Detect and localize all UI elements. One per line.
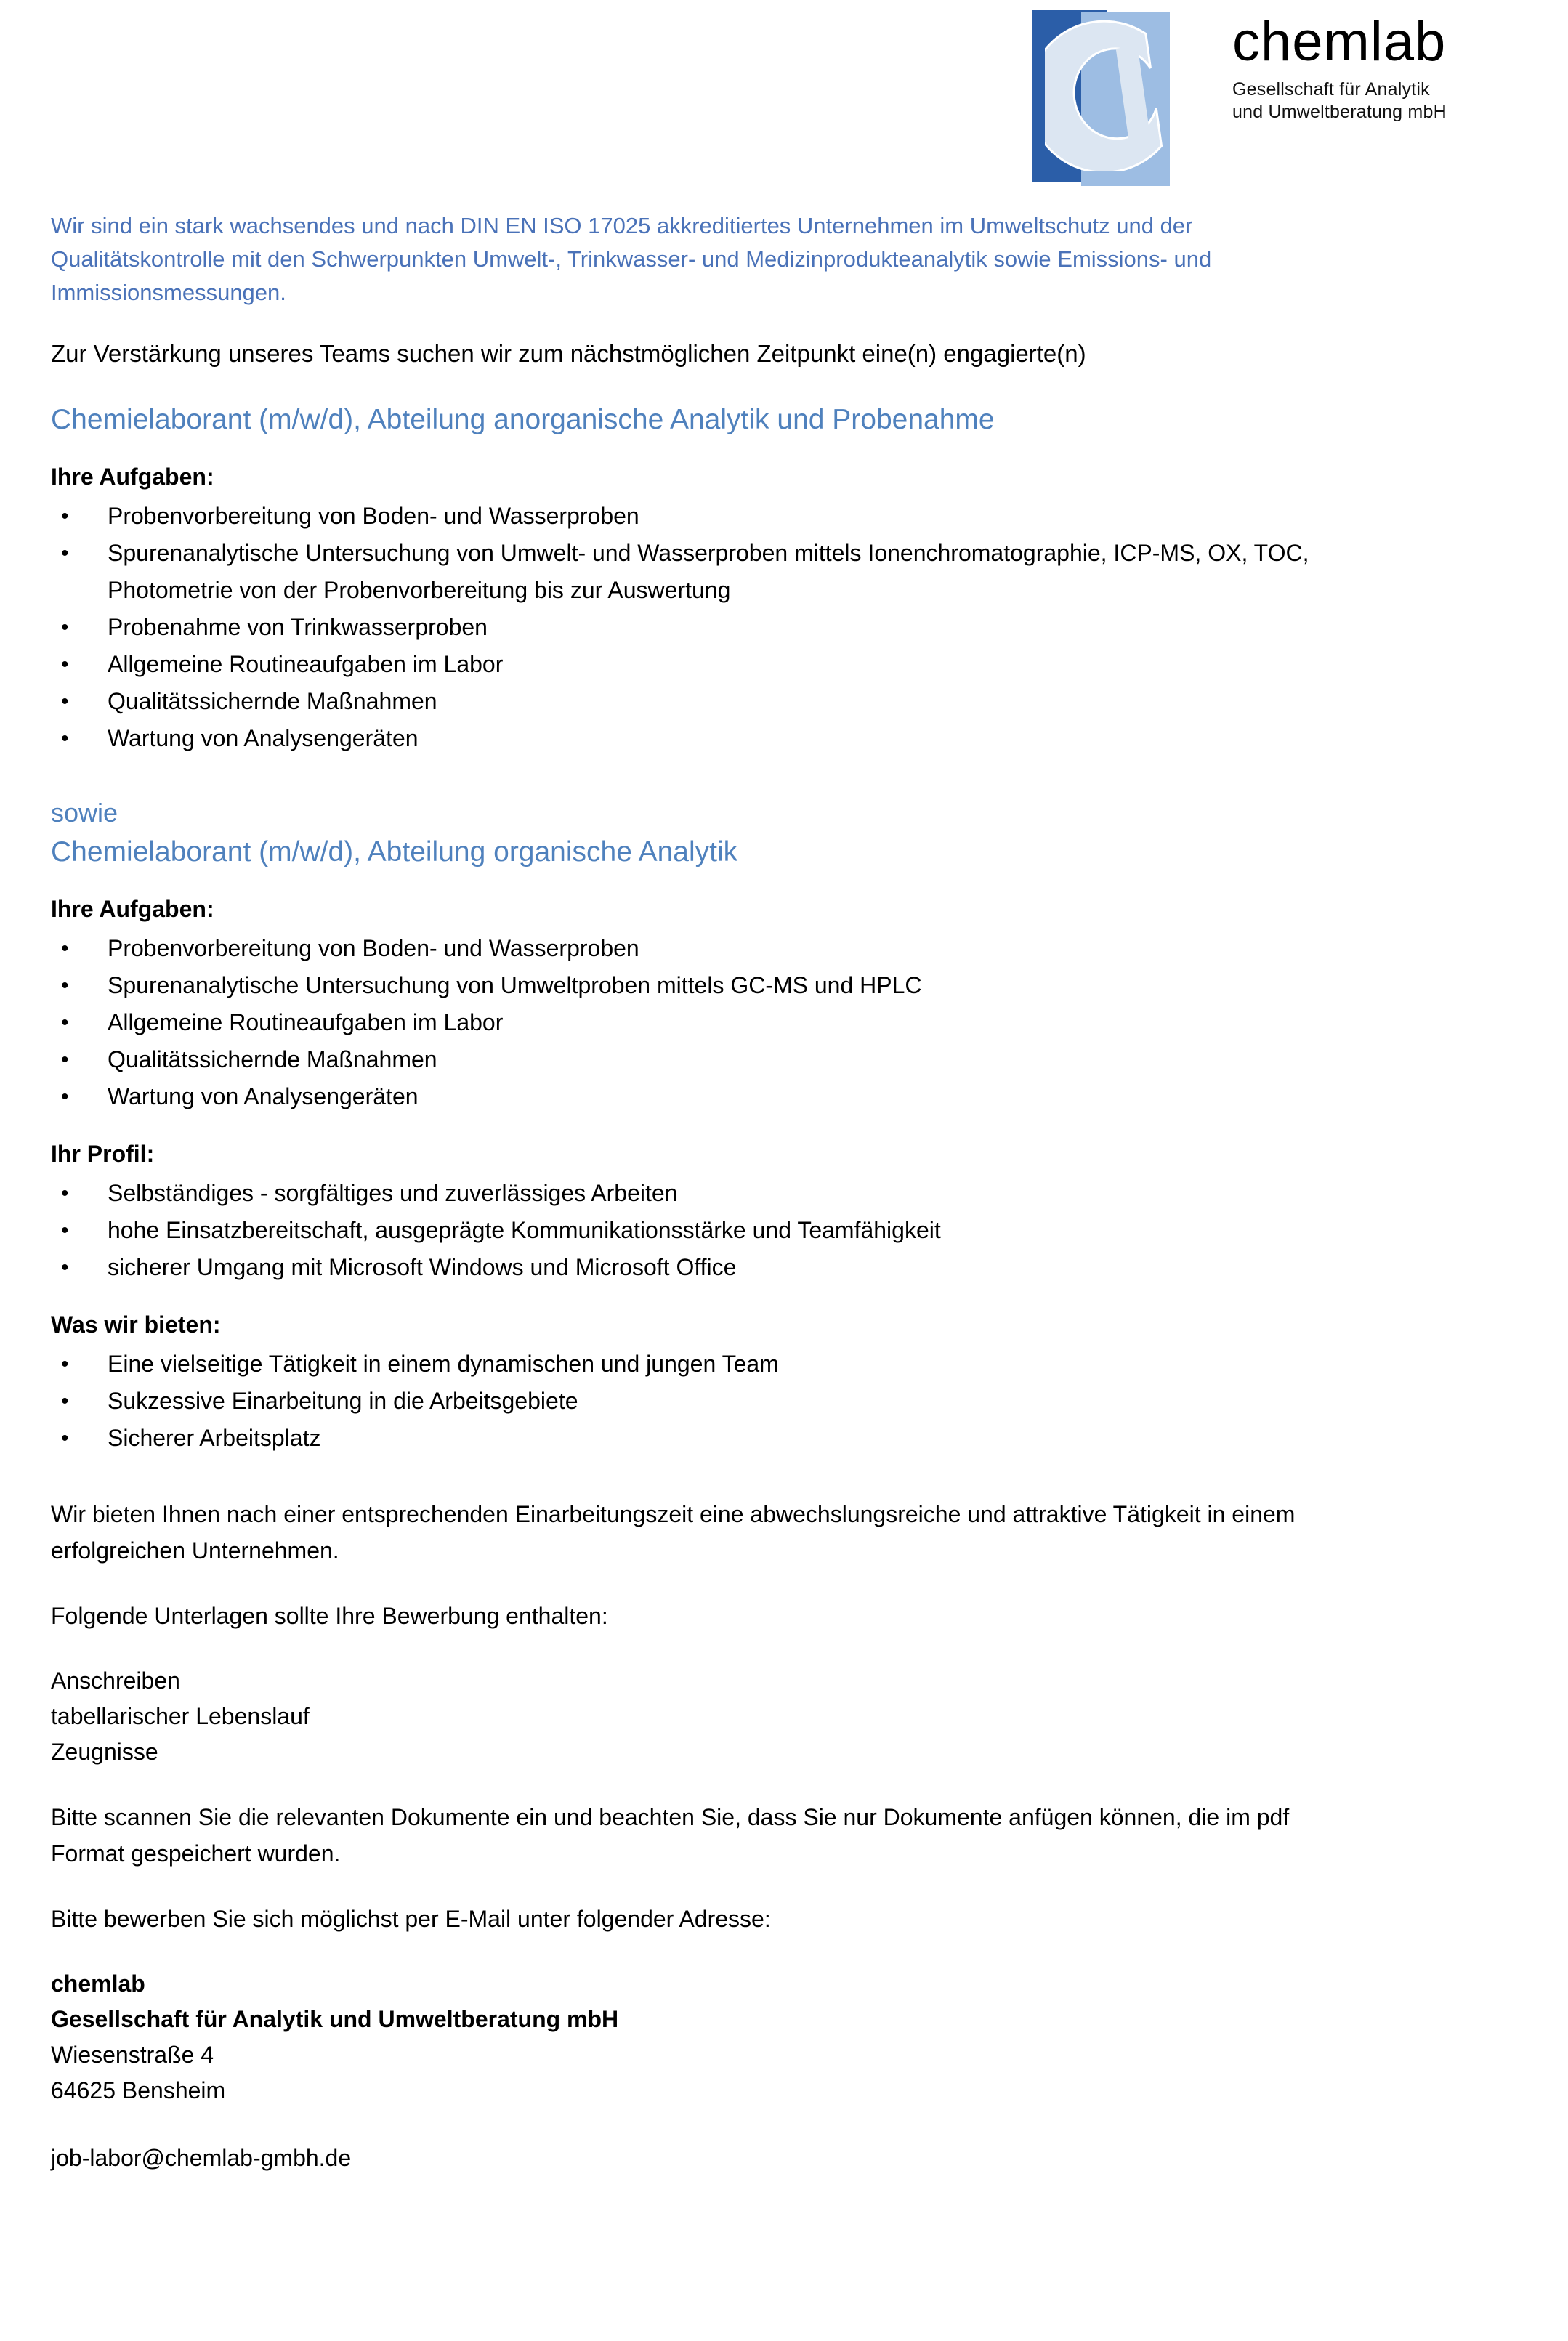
- list-item: • Probenahme von Trinkwasserproben: [51, 609, 1343, 646]
- job-title-inorganic: Chemielaborant (m/w/d), Abteilung anorganische Analytik und Probenahme: [51, 404, 995, 435]
- job2-tasks-list: [51, 930, 1351, 1115]
- logo-subtitle: [1232, 78, 1537, 124]
- list-item: tabellarischer Lebenslauf: [51, 1703, 310, 1729]
- logo-mark-icon: [1030, 9, 1219, 192]
- lead-paragraph: Zur Verstärkung unseres Teams suchen wir zum nächstmöglichen Zeitpunkt eine(n) engagierte(n): [51, 340, 1086, 367]
- list-item: Anschreiben: [51, 1667, 180, 1694]
- document-content: [51, 209, 1351, 2176]
- job1-tasks-heading: Ihre Aufgaben:: [51, 464, 214, 490]
- list-item: • Allgemeine Routineaufgaben im Labor: [51, 1004, 1343, 1041]
- required-documents-list: [51, 1663, 1351, 1770]
- contact-email[interactable]: job-labor@chemlab-gmbh.de: [51, 2145, 352, 2171]
- list-item: • Qualitätssichernde Maßnahmen: [51, 1041, 1343, 1078]
- spacer: [51, 1480, 1351, 1496]
- list-item: • Spurenanalytische Untersuchung von Umweltproben mittels GC-MS und HPLC: [51, 967, 1343, 1004]
- documents-intro: Folgende Unterlagen sollte Ihre Bewerbung enthalten:: [51, 1603, 608, 1629]
- scan-note-paragraph: Bitte scannen Sie die relevanten Dokumente ein und beachten Sie, dass Sie nur Dokumente anfügen können, die im pdf Format gespeichert wurden.: [51, 1804, 1290, 1867]
- connector-sowie: sowie: [51, 798, 118, 828]
- list-item: • Spurenanalytische Untersuchung von Umwelt- und Wasserproben mittels Ionenchromatographie, ICP-MS, OX, TOC, Photometrie von der Probenvorbereitung bis zur Auswertung: [51, 535, 1343, 609]
- contact-address-block: [51, 1966, 1351, 2108]
- list-item: • Probenvorbereitung von Boden- und Wasserproben: [51, 498, 1343, 535]
- offer-heading: Was wir bieten:: [51, 1311, 221, 1338]
- job-title-organic: Chemielaborant (m/w/d), Abteilung organische Analytik: [51, 836, 738, 868]
- list-item: • Selbständiges - sorgfältiges und zuverlässiges Arbeiten: [51, 1175, 1343, 1212]
- job1-tasks-list: [51, 498, 1351, 757]
- profile-list: [51, 1175, 1351, 1286]
- list-item: • sicherer Umgang mit Microsoft Windows und Microsoft Office: [51, 1249, 1343, 1286]
- list-item: • Wartung von Analysengeräten: [51, 720, 1343, 757]
- list-item: • Sukzessive Einarbeitung in die Arbeitsgebiete: [51, 1383, 1343, 1420]
- company-intro-paragraph: Wir sind ein stark wachsendes und nach DIN EN ISO 17025 akkreditiertes Unternehmen im Umweltschutz und der Qualitätskontrolle mit den Schwerpunkten Umwelt-, Trinkwasser- und Medizinprodukteanalytik sowie Emissions- und Immissionsmessungen.: [51, 213, 1212, 305]
- logo-subtitle-line-2: und Umweltberatung mbH: [1232, 102, 1447, 122]
- logo-text-block: [1232, 13, 1537, 124]
- job2-tasks-heading: Ihre Aufgaben:: [51, 896, 214, 922]
- contact-company-full: Gesellschaft für Analytik und Umweltberatung mbH: [51, 2006, 619, 2032]
- closing-paragraph: Wir bieten Ihnen nach einer entsprechenden Einarbeitungszeit eine abwechslungsreiche und attraktive Tätigkeit in einem erfolgreichen Unternehmen.: [51, 1501, 1296, 1564]
- list-item: • Qualitätssichernde Maßnahmen: [51, 683, 1343, 720]
- list-item: • Allgemeine Routineaufgaben im Labor: [51, 646, 1343, 683]
- list-item: • Wartung von Analysengeräten: [51, 1078, 1343, 1115]
- offer-list: [51, 1346, 1351, 1457]
- list-item: • Sicherer Arbeitsplatz: [51, 1420, 1343, 1457]
- contact-company-short: chemlab: [51, 1970, 145, 1997]
- contact-street: Wiesenstraße 4: [51, 2042, 214, 2068]
- contact-city: 64625 Bensheim: [51, 2077, 226, 2103]
- list-item: • Probenvorbereitung von Boden- und Wasserproben: [51, 930, 1343, 967]
- apply-note-paragraph: Bitte bewerben Sie sich möglichst per E-Mail unter folgender Adresse:: [51, 1906, 771, 1932]
- profile-heading: Ihr Profil:: [51, 1141, 155, 1167]
- list-item: Zeugnisse: [51, 1739, 158, 1765]
- list-item: • hohe Einsatzbereitschaft, ausgeprägte Kommunikationsstärke und Teamfähigkeit: [51, 1212, 1343, 1249]
- spacer: [51, 780, 1351, 796]
- list-item: • Eine vielseitige Tätigkeit in einem dynamischen und jungen Team: [51, 1346, 1343, 1383]
- company-logo: [1030, 9, 1539, 198]
- logo-wordmark: chemlab: [1232, 11, 1447, 73]
- logo-letter-c-icon: [1045, 17, 1176, 171]
- logo-subtitle-line-1: Gesellschaft für Analytik: [1232, 79, 1430, 100]
